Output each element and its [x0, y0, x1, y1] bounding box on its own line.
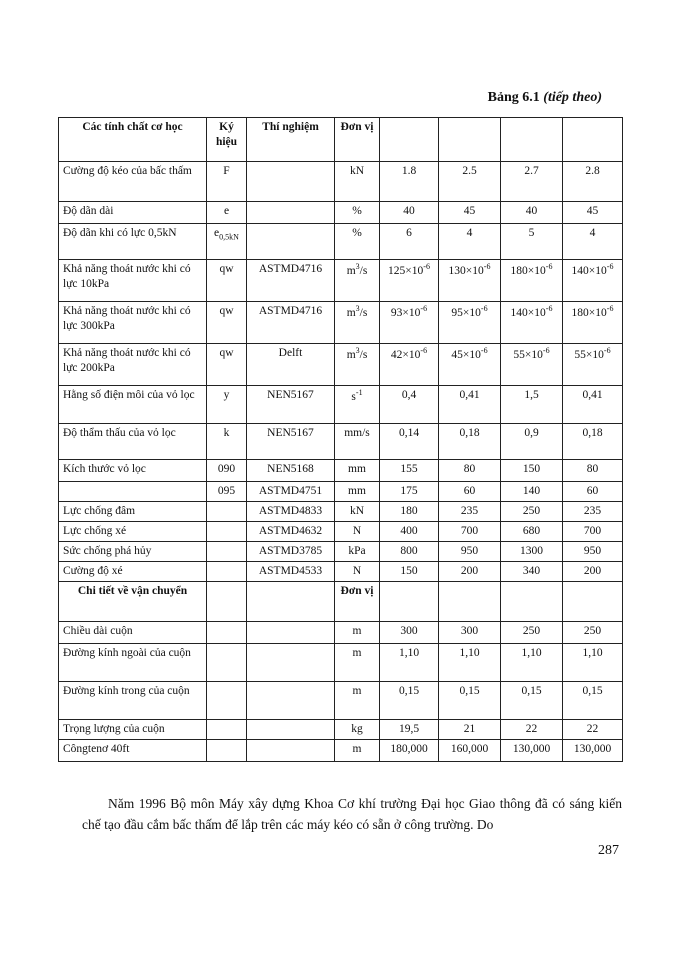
- value-base: 150: [522, 463, 541, 475]
- value-base: 40: [525, 205, 538, 217]
- value-base: 175: [400, 485, 418, 497]
- value-exponent: -6: [542, 346, 550, 355]
- header-unit: Đơn vị: [335, 118, 380, 162]
- value-cell: [439, 542, 501, 562]
- symbol-text: y: [223, 389, 230, 401]
- value-cell: [501, 260, 563, 302]
- value-cell: 0,15: [501, 682, 563, 720]
- unit-cell: m: [335, 740, 380, 762]
- body-paragraph: Năm 1996 Bộ môn Máy xây dựng Khoa Cơ khí trường Đại học Giao thông đã có sáng kiến chế tạo đầu cắm bấc thấm để lắp trên các máy kéo có sẵn ở công trường. Do: [82, 796, 622, 832]
- value-base: 45: [463, 205, 476, 217]
- symbol-cell: [207, 344, 247, 386]
- test-cell: ASTMD4533: [247, 562, 335, 582]
- value-cell: [380, 502, 439, 522]
- property-cell: Kích thước vỏ lọc: [59, 460, 207, 482]
- property-cell: Độ dãn khi có lực 0,5kN: [59, 224, 207, 260]
- property-cell: Đường kính ngoài của cuộn: [59, 644, 207, 682]
- table-row: [59, 522, 623, 542]
- value-cell: [501, 562, 563, 582]
- value-base: 45: [586, 205, 599, 217]
- property-cell: Sức chống phá hủy: [59, 542, 207, 562]
- value-base: 200: [583, 565, 602, 577]
- unit-cell: [335, 522, 380, 542]
- test-cell: NEN5167: [247, 386, 335, 424]
- value-cell: [501, 522, 563, 542]
- unit-cell: [335, 386, 380, 424]
- property-cell: Khả năng thoát nước khi có lực 10kPa: [59, 260, 207, 302]
- value-base: 800: [400, 545, 418, 557]
- property-cell: [59, 482, 207, 502]
- value-base: m: [346, 306, 356, 319]
- unit-cell: m: [335, 622, 380, 644]
- symbol-cell: [207, 542, 247, 562]
- empty-cell: [247, 682, 335, 720]
- value-base: 140: [522, 485, 541, 497]
- header-test: Thí nghiệm: [247, 118, 335, 162]
- value-base: 155: [400, 463, 418, 475]
- value-cell: [563, 260, 623, 302]
- property-cell: Độ dãn dài: [59, 202, 207, 224]
- value-exponent: -6: [423, 262, 430, 271]
- value-base: 93×10: [390, 306, 421, 319]
- value-cell: [501, 162, 563, 202]
- header-empty: [563, 118, 623, 162]
- value-base: kN: [349, 165, 365, 177]
- value-base: 0,41: [459, 389, 480, 401]
- symbol-cell: [207, 260, 247, 302]
- value-exponent: -6: [483, 262, 491, 271]
- symbol-cell: [207, 202, 247, 224]
- unit-cell: [335, 344, 380, 386]
- value-exponent: -6: [480, 304, 488, 313]
- property-cell: Đường kính trong của cuộn: [59, 682, 207, 720]
- test-cell: ASTMD4751: [247, 482, 335, 502]
- header-row: [59, 118, 623, 162]
- symbol-text: e: [214, 227, 220, 239]
- value-base: 1.8: [401, 165, 417, 177]
- value-tail: /s: [359, 264, 368, 277]
- table-row: [59, 502, 623, 522]
- value-cell: 22: [563, 720, 623, 740]
- unit-cell: [335, 424, 380, 460]
- transport-row: [59, 682, 623, 720]
- value-base: m: [346, 264, 356, 277]
- value-cell: [501, 424, 563, 460]
- value-cell: [439, 502, 501, 522]
- value-base: 6: [406, 227, 412, 239]
- test-cell: NEN5168: [247, 460, 335, 482]
- empty-cell: [501, 582, 563, 622]
- value-base: 180×10: [571, 306, 607, 319]
- symbol-subscript: 0,5kN: [219, 232, 239, 242]
- header-empty: [380, 118, 439, 162]
- value-cell: [380, 522, 439, 542]
- symbol-cell: [207, 522, 247, 542]
- caption-suffix: (tiếp theo): [543, 90, 602, 105]
- transport-row: [59, 622, 623, 644]
- value-base: 2.5: [462, 165, 477, 177]
- header-symbol: Ký hiệu: [207, 118, 247, 162]
- value-cell: [439, 562, 501, 582]
- value-base: 140×10: [510, 306, 546, 319]
- value-cell: [380, 224, 439, 260]
- symbol-text: 095: [217, 485, 236, 497]
- value-base: mm: [348, 463, 366, 475]
- table-caption: [488, 90, 602, 106]
- value-cell: [439, 424, 501, 460]
- value-base: mm: [348, 485, 366, 497]
- value-cell: [380, 344, 439, 386]
- value-cell: [380, 424, 439, 460]
- empty-cell: [207, 682, 247, 720]
- table-row: [59, 386, 623, 424]
- value-cell: [439, 224, 501, 260]
- value-base: 150: [400, 565, 418, 577]
- value-cell: [563, 344, 623, 386]
- unit-cell: [335, 260, 380, 302]
- section-header-row: [59, 582, 623, 622]
- value-base: 250: [522, 505, 541, 517]
- section-title: Chi tiết về vận chuyển: [59, 582, 207, 622]
- value-cell: [439, 460, 501, 482]
- value-cell: 22: [501, 720, 563, 740]
- value-cell: [439, 302, 501, 344]
- value-cell: [380, 562, 439, 582]
- unit-cell: [335, 562, 380, 582]
- value-cell: [380, 460, 439, 482]
- value-base: 5: [528, 227, 535, 239]
- value-cell: 1,10: [501, 644, 563, 682]
- empty-cell: [207, 622, 247, 644]
- properties-table: [58, 117, 623, 762]
- property-cell: Khả năng thoát nước khi có lực 300kPa: [59, 302, 207, 344]
- value-base: 0,9: [524, 427, 539, 439]
- test-cell: ASTMD4833: [247, 502, 335, 522]
- symbol-text: k: [223, 427, 230, 439]
- unit-cell: [335, 224, 380, 260]
- value-cell: [563, 562, 623, 582]
- table-row: [59, 460, 623, 482]
- value-base: 95×10: [451, 306, 481, 319]
- value-base: 140×10: [571, 264, 607, 277]
- value-exponent: -6: [420, 304, 428, 313]
- symbol-cell: [207, 386, 247, 424]
- value-cell: [563, 424, 623, 460]
- symbol-cell: [207, 424, 247, 460]
- value-cell: [563, 202, 623, 224]
- unit-cell: [335, 502, 380, 522]
- test-cell: ASTMD4716: [247, 260, 335, 302]
- value-cell: [563, 482, 623, 502]
- value-base: 2.7: [524, 165, 539, 177]
- value-cell: [439, 162, 501, 202]
- value-base: 235: [460, 505, 479, 517]
- value-base: 60: [586, 485, 599, 497]
- value-cell: 130,000: [501, 740, 563, 762]
- test-cell: Delft: [247, 344, 335, 386]
- header-property: Các tính chất cơ học: [59, 118, 207, 162]
- value-cell: 1,10: [563, 644, 623, 682]
- table-row: [59, 542, 623, 562]
- symbol-text: 090: [217, 463, 236, 475]
- empty-cell: [247, 622, 335, 644]
- value-cell: [563, 522, 623, 542]
- test-cell: [247, 224, 335, 260]
- value-cell: [380, 202, 439, 224]
- value-base: 125×10: [388, 264, 424, 277]
- symbol-cell: [207, 482, 247, 502]
- empty-cell: [207, 644, 247, 682]
- test-cell: ASTMD4716: [247, 302, 335, 344]
- value-base: 400: [400, 525, 418, 537]
- table-row: [59, 302, 623, 344]
- symbol-cell: [207, 562, 247, 582]
- empty-cell: [207, 740, 247, 762]
- property-cell: Độ thẩm thấu của vỏ lọc: [59, 424, 207, 460]
- value-cell: [439, 260, 501, 302]
- unit-cell: kg: [335, 720, 380, 740]
- empty-cell: [207, 582, 247, 622]
- table-row: [59, 260, 623, 302]
- section-unit-header: Đơn vị: [335, 582, 380, 622]
- value-exponent: -6: [603, 346, 611, 355]
- empty-cell: [380, 582, 439, 622]
- value-base: 700: [460, 525, 479, 537]
- value-cell: [439, 522, 501, 542]
- value-cell: 130,000: [563, 740, 623, 762]
- value-cell: [563, 302, 623, 344]
- value-base: kN: [349, 505, 365, 517]
- caption-label: Bảng 6.1: [487, 90, 540, 105]
- value-base: N: [352, 565, 362, 577]
- symbol-cell: [207, 224, 247, 260]
- table-row: [59, 162, 623, 202]
- value-exponent: -1: [355, 388, 363, 397]
- value-base: 0,41: [582, 389, 603, 401]
- value-base: 60: [463, 485, 476, 497]
- value-cell: [501, 202, 563, 224]
- value-base: mm/s: [344, 427, 370, 439]
- value-exponent: -6: [606, 262, 614, 271]
- value-cell: 250: [501, 622, 563, 644]
- table-row: [59, 224, 623, 260]
- value-base: 55×10: [574, 348, 604, 361]
- value-base: 0,18: [582, 427, 603, 439]
- value-exponent: -6: [545, 262, 553, 271]
- property-cell: Trọng lượng của cuộn: [59, 720, 207, 740]
- value-base: 55×10: [513, 348, 543, 361]
- table-row: [59, 424, 623, 460]
- symbol-text: qw: [219, 305, 234, 317]
- symbol-cell: [207, 302, 247, 344]
- test-cell: ASTMD3785: [247, 542, 335, 562]
- test-cell: ASTMD4632: [247, 522, 335, 542]
- value-cell: [380, 260, 439, 302]
- value-cell: 160,000: [439, 740, 501, 762]
- value-base: 180: [400, 505, 418, 517]
- unit-cell: [335, 302, 380, 344]
- value-cell: [501, 502, 563, 522]
- value-cell: [380, 162, 439, 202]
- empty-cell: [439, 582, 501, 622]
- value-cell: [439, 386, 501, 424]
- symbol-text: F: [223, 165, 230, 177]
- transport-row: [59, 644, 623, 682]
- value-cell: [439, 344, 501, 386]
- table-row: [59, 562, 623, 582]
- table-row: [59, 344, 623, 386]
- value-cell: [563, 460, 623, 482]
- value-cell: [563, 502, 623, 522]
- value-base: 700: [583, 525, 602, 537]
- symbol-cell: [207, 460, 247, 482]
- property-cell: Lực chống xé: [59, 522, 207, 542]
- value-base: 4: [466, 227, 473, 239]
- value-exponent: -6: [545, 304, 553, 313]
- value-cell: 0,15: [439, 682, 501, 720]
- value-base: %: [352, 205, 362, 217]
- value-base: 950: [583, 545, 602, 557]
- table-row: [59, 202, 623, 224]
- empty-cell: [247, 582, 335, 622]
- value-cell: 1,10: [439, 644, 501, 682]
- property-cell: Cường độ kéo của bấc thấm: [59, 162, 207, 202]
- value-exponent: 3: [355, 304, 360, 313]
- value-cell: [563, 224, 623, 260]
- value-exponent: -6: [480, 346, 488, 355]
- empty-cell: [207, 720, 247, 740]
- property-cell: Côngtenơ 40ft: [59, 740, 207, 762]
- value-base: 130×10: [448, 264, 484, 277]
- value-base: 80: [463, 463, 476, 475]
- header-empty: [501, 118, 563, 162]
- value-cell: [563, 542, 623, 562]
- value-cell: 300: [380, 622, 439, 644]
- value-base: 950: [460, 545, 479, 557]
- value-base: 2.8: [585, 165, 600, 177]
- empty-cell: [563, 582, 623, 622]
- value-cell: [563, 386, 623, 424]
- value-base: 0,14: [398, 427, 420, 439]
- transport-row: [59, 720, 623, 740]
- value-base: 680: [522, 525, 541, 537]
- symbol-text: qw: [219, 263, 234, 275]
- page-number: 287: [598, 843, 619, 858]
- symbol-cell: [207, 502, 247, 522]
- value-cell: 19,5: [380, 720, 439, 740]
- value-base: kPa: [348, 545, 366, 557]
- value-base: 180×10: [510, 264, 546, 277]
- unit-cell: [335, 542, 380, 562]
- value-cell: 1,10: [380, 644, 439, 682]
- value-cell: [501, 482, 563, 502]
- value-exponent: 3: [355, 262, 360, 271]
- value-base: 340: [522, 565, 541, 577]
- value-base: 45×10: [451, 348, 481, 361]
- value-base: N: [352, 525, 362, 537]
- value-cell: [380, 542, 439, 562]
- value-cell: [380, 482, 439, 502]
- value-cell: [380, 302, 439, 344]
- empty-cell: [247, 720, 335, 740]
- empty-cell: [247, 644, 335, 682]
- value-cell: [439, 482, 501, 502]
- symbol-text: e: [223, 205, 230, 217]
- property-cell: Lực chống đâm: [59, 502, 207, 522]
- unit-cell: [335, 202, 380, 224]
- test-cell: [247, 202, 335, 224]
- value-cell: [563, 162, 623, 202]
- value-tail: /s: [359, 348, 368, 361]
- value-base: 40: [403, 205, 415, 217]
- test-cell: NEN5167: [247, 424, 335, 460]
- symbol-text: qw: [219, 347, 234, 359]
- value-cell: [501, 386, 563, 424]
- value-base: 0,18: [459, 427, 480, 439]
- value-base: s: [351, 390, 356, 403]
- value-cell: 250: [563, 622, 623, 644]
- value-cell: [501, 224, 563, 260]
- unit-cell: [335, 482, 380, 502]
- unit-cell: [335, 162, 380, 202]
- value-base: 80: [586, 463, 599, 475]
- value-cell: 0,15: [380, 682, 439, 720]
- value-exponent: 3: [355, 346, 360, 355]
- value-cell: 0,15: [563, 682, 623, 720]
- value-cell: 300: [439, 622, 501, 644]
- property-cell: Khả năng thoát nước khi có lực 200kPa: [59, 344, 207, 386]
- unit-cell: [335, 460, 380, 482]
- property-cell: Cường độ xé: [59, 562, 207, 582]
- table-row: [59, 482, 623, 502]
- value-cell: [501, 542, 563, 562]
- empty-cell: [247, 740, 335, 762]
- value-cell: [439, 202, 501, 224]
- value-base: %: [352, 227, 362, 239]
- value-cell: [501, 344, 563, 386]
- value-cell: [501, 460, 563, 482]
- value-tail: /s: [359, 306, 368, 319]
- value-cell: [501, 302, 563, 344]
- value-base: 1300: [520, 545, 543, 557]
- unit-cell: m: [335, 644, 380, 682]
- value-base: m: [346, 348, 356, 361]
- transport-row: [59, 740, 623, 762]
- value-base: 0,4: [401, 389, 417, 401]
- value-cell: [380, 386, 439, 424]
- value-cell: 21: [439, 720, 501, 740]
- value-exponent: -6: [606, 304, 614, 313]
- value-base: 200: [460, 565, 479, 577]
- test-cell: [247, 162, 335, 202]
- value-base: 235: [583, 505, 602, 517]
- value-exponent: -6: [420, 346, 428, 355]
- value-base: 42×10: [390, 348, 421, 361]
- value-cell: 180,000: [380, 740, 439, 762]
- header-empty: [439, 118, 501, 162]
- property-cell: Chiều dài cuộn: [59, 622, 207, 644]
- unit-cell: m: [335, 682, 380, 720]
- value-base: 1,5: [524, 389, 539, 401]
- property-cell: Hằng số điện môi của vỏ lọc: [59, 386, 207, 424]
- symbol-cell: [207, 162, 247, 202]
- value-base: 4: [589, 227, 596, 239]
